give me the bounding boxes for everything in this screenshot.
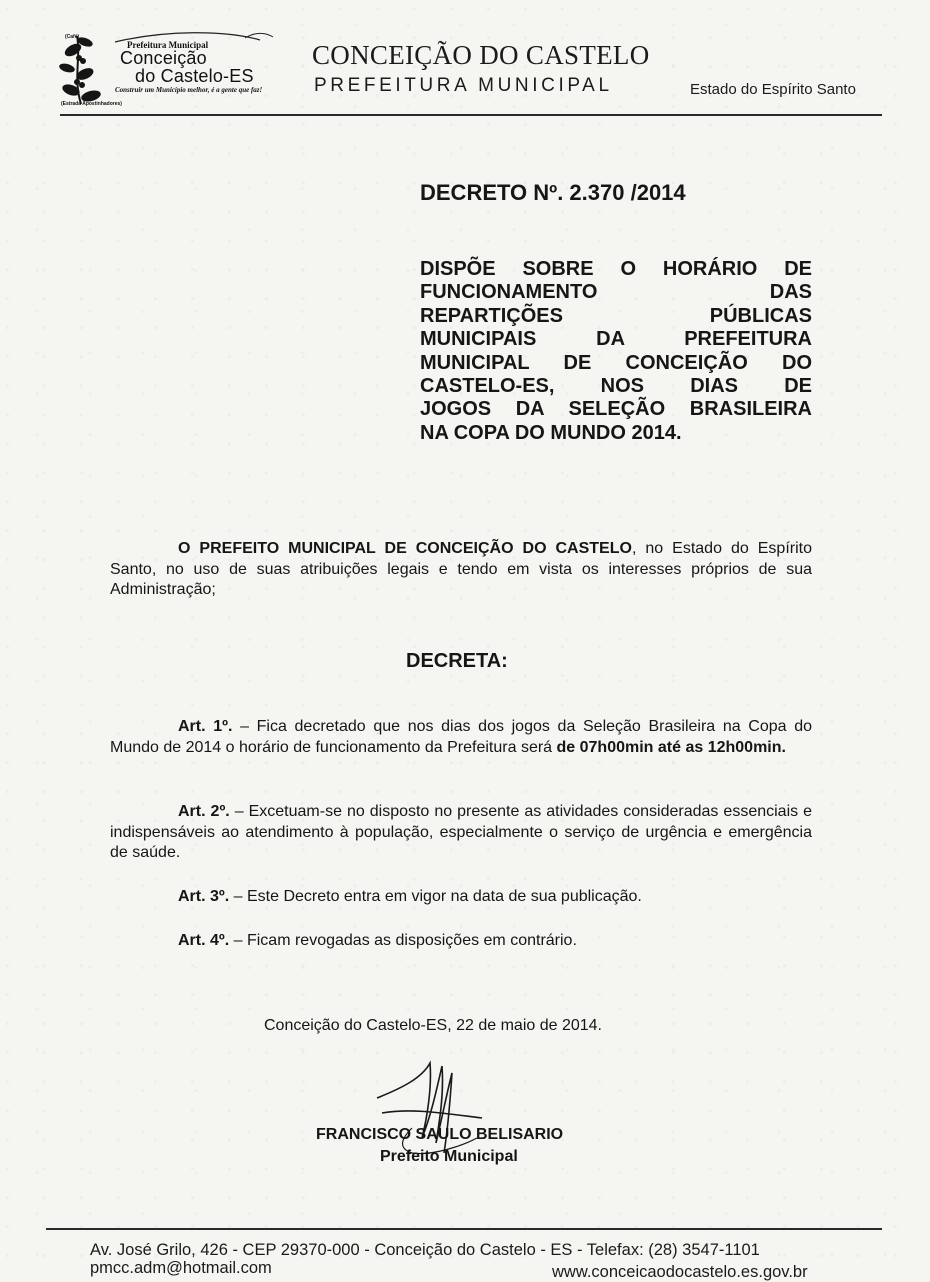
article-3 [110,887,812,908]
article-label: Art. 1º. [178,718,233,735]
ementa-line: DISPÕE SOBRE O HORÁRIO DE [420,258,812,280]
ementa-line: FUNCIONAMENTO DAS [420,281,812,304]
municipal-logo [55,28,290,110]
decree-number-title: DECRETO Nº. 2.370 /2014 [420,180,686,205]
signer-name: FRANCISCO SAULO BELISARIO [316,1126,564,1143]
article-4 [110,931,812,952]
ementa-line: NA COPA DO MUNDO 2014. [420,421,682,444]
footer-website: www.conceicaodocastelo.es.gov.br [552,1263,808,1281]
ementa-line: REPARTIÇÕES PÚBLICAS [420,304,812,327]
logo-script-top: Prefeitura Municipal [127,40,209,50]
logo-tag-bottom: (Estrada Apostinhadores) [61,101,122,107]
decreta-heading: DECRETA: [406,650,508,672]
article-label: Art. 3º. [178,888,230,905]
logo-slogan: Construir um Município melhor, é a gente que faz! [115,86,263,94]
preamble-text: , no Estado do Espírito Santo, no uso de suas atribuições legais e tendo em vista os interesses próprios de sua Administração; [110,540,812,598]
logo-name-line1: Conceição [120,48,207,68]
footer-divider [46,1228,882,1230]
signer-role: Prefeito Municipal [380,1148,518,1165]
header-title: CONCEIÇÃO DO CASTELO [312,40,650,70]
article-1 [110,717,812,758]
ementa-line: MUNICIPAIS DA PREFEITURA [420,328,812,351]
preamble-authority: O PREFEITO MUNICIPAL DE CONCEIÇÃO DO CASTELO [178,540,632,557]
article-bold-text: de 07h00min até as 12h00min. [556,738,786,756]
footer-address: Av. José Grilo, 426 - CEP 29370-000 - Conceição do Castelo - ES - Telefax: (28) 3547-1101 [90,1241,760,1259]
article-2 [110,802,812,864]
logo-name-line2: do Castelo-ES [135,66,254,86]
logo-tag-top: (Café) [65,34,80,40]
article-label: Art. 4º. [178,932,230,949]
article-text: – Excetuam-se no disposto no presente as atividades consideradas essenciais e indispensáveis ao atendimento à população, especialmente o serviço de urgência e emergência de saúde. [110,803,812,861]
ementa-line: CASTELO-ES, NOS DIAS DE [420,375,812,398]
ementa-line: JOGOS DA SELEÇÃO BRASILEIRA [420,398,812,421]
preamble-paragraph [110,539,812,601]
article-label: Art. 2º. [178,803,230,820]
footer-email: pmcc.adm@hotmail.com [90,1259,272,1277]
header-divider [60,114,882,116]
decree-ementa [420,258,812,445]
date-line: Conceição do Castelo-ES, 22 de maio de 2014. [264,1017,602,1034]
article-text: – Este Decreto entra em vigor na data de sua publicação. [229,888,642,905]
ementa-line: MUNICIPAL DE CONCEIÇÃO DO [420,351,812,374]
header-subtitle: PREFEITURA MUNICIPAL [314,75,613,96]
article-text: – Fica decretado que nos dias dos jogos da Seleção Brasileira na Copa do Mundo de 2014 o horário de funcionamento da Prefeitura será [110,718,813,756]
article-text: – Ficam revogadas as disposições em contrário. [229,932,577,949]
header-state: Estado do Espírito Santo [690,81,856,98]
